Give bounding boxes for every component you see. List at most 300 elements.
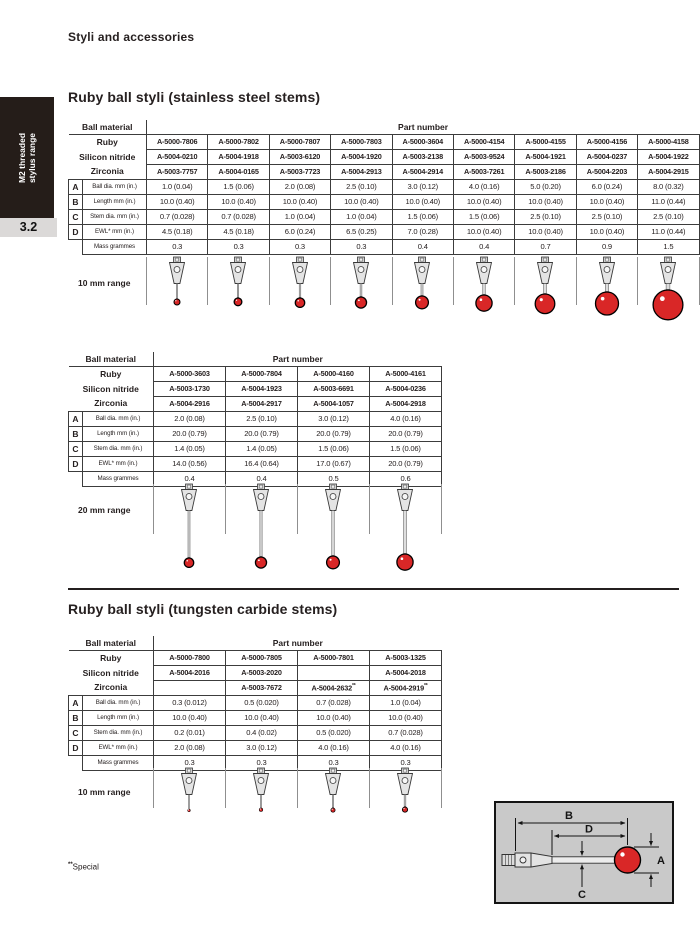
section-title-tungsten: Ruby ball styli (tungsten carbide stems) bbox=[68, 601, 338, 617]
styli-column-separator bbox=[369, 484, 370, 534]
dimension-value-cell: 4.0 (0.16) bbox=[298, 741, 370, 756]
part-number-cell: A-5000-7805 bbox=[226, 651, 298, 666]
dimension-value-cell: 0.3 bbox=[298, 756, 370, 771]
part-number-cell bbox=[298, 666, 370, 681]
dimension-value-cell: 1.5 (0.06) bbox=[208, 180, 269, 195]
stylus-illustration bbox=[244, 767, 278, 820]
col-header-part-number: Part number bbox=[147, 120, 700, 135]
dimension-value-cell: 10.0 (0.40) bbox=[392, 195, 453, 210]
stylus-drawing bbox=[388, 767, 422, 816]
part-number-cell: A-5000-4154 bbox=[453, 135, 514, 150]
dimension-letter: C bbox=[69, 442, 83, 457]
spec-table-tungsten-10mm bbox=[68, 636, 442, 771]
part-number-cell: A-5000-4158 bbox=[638, 135, 700, 150]
styli-column-separator bbox=[146, 257, 147, 305]
stylus-illustration bbox=[160, 256, 194, 313]
stylus-illustration bbox=[316, 483, 350, 577]
dim-label-b: B bbox=[565, 810, 573, 822]
dimension-diagram-drawing bbox=[496, 803, 672, 902]
dimension-label: Mass grammes bbox=[83, 240, 147, 255]
sidebar-section-number: 3.2 bbox=[0, 218, 57, 237]
material-row bbox=[69, 165, 700, 180]
dim-label-a: A bbox=[657, 855, 665, 867]
dimension-value-cell: 5.0 (0.20) bbox=[515, 180, 576, 195]
part-number-cell: A-5003-1325 bbox=[370, 651, 442, 666]
dimension-value-cell: 10.0 (0.40) bbox=[331, 195, 392, 210]
dimension-label: Length mm (in.) bbox=[83, 427, 154, 442]
dimension-value-cell: 20.0 (0.79) bbox=[298, 427, 370, 442]
material-label: Zirconia bbox=[69, 165, 147, 180]
dimension-letter: B bbox=[69, 195, 83, 210]
styli-column-separator bbox=[153, 484, 154, 534]
dimension-letter: A bbox=[69, 696, 83, 711]
range-label: 10 mm range bbox=[78, 278, 131, 288]
stylus-drawing bbox=[316, 767, 350, 816]
styli-column-separator bbox=[225, 768, 226, 808]
dimension-value-cell: 2.5 (0.10) bbox=[638, 210, 700, 225]
styli-column-separator bbox=[297, 768, 298, 808]
dimension-label: EWL* mm (in.) bbox=[83, 741, 154, 756]
material-row bbox=[69, 382, 442, 397]
dimension-value-cell: 2.0 (0.08) bbox=[154, 412, 226, 427]
material-label: Ruby bbox=[69, 651, 154, 666]
styli-column-separator bbox=[297, 484, 298, 534]
stylus-illustration bbox=[244, 483, 278, 577]
dimension-label: EWL* mm (in.) bbox=[83, 225, 147, 240]
dimension-value-cell: 2.5 (0.10) bbox=[226, 412, 298, 427]
dimension-diagram bbox=[494, 801, 674, 904]
part-number-cell: A-5000-4160 bbox=[298, 367, 370, 382]
col-header-ball-material: Ball material bbox=[69, 120, 147, 135]
ruby-ball bbox=[259, 808, 263, 812]
material-label: Ruby bbox=[69, 367, 154, 382]
dimension-value-cell: 4.0 (0.16) bbox=[453, 180, 514, 195]
part-number-cell: A-5004-2914 bbox=[392, 165, 453, 180]
part-number-cell: A-5004-0210 bbox=[147, 150, 208, 165]
diagram-ruby-ball bbox=[615, 847, 641, 873]
stylus-illustration bbox=[651, 256, 685, 328]
stylus-drawing bbox=[344, 256, 378, 312]
dimension-value-cell: 0.3 bbox=[154, 756, 226, 771]
dimension-label: Mass grammes bbox=[83, 472, 154, 487]
part-number-cell: A-5000-3603 bbox=[154, 367, 226, 382]
stylus-drawing bbox=[221, 256, 255, 309]
part-number-cell: A-5004-2916 bbox=[154, 397, 226, 412]
part-number-cell: A-5000-7807 bbox=[269, 135, 330, 150]
styli-column-separator bbox=[637, 257, 638, 305]
dimension-letter: C bbox=[69, 210, 83, 225]
dimension-value-cell: 1.0 (0.04) bbox=[147, 180, 208, 195]
material-row bbox=[69, 681, 442, 696]
dimension-value-cell: 10.0 (0.40) bbox=[269, 195, 330, 210]
stylus-drawing bbox=[651, 256, 685, 323]
dimension-value-cell: 7.0 (0.28) bbox=[392, 225, 453, 240]
ruby-ball bbox=[295, 298, 304, 307]
stylus-drawing bbox=[172, 483, 206, 571]
ruby-ball bbox=[476, 295, 492, 311]
dimension-value-cell: 8.0 (0.32) bbox=[638, 180, 700, 195]
dimension-row bbox=[69, 711, 442, 726]
dimension-row bbox=[69, 180, 700, 195]
dimension-row bbox=[69, 741, 442, 756]
part-number-cell: A-5000-7806 bbox=[147, 135, 208, 150]
footnote-text: Special bbox=[72, 862, 99, 872]
part-number-cell: A-5003-7723 bbox=[269, 165, 330, 180]
dimension-value-cell: 17.0 (0.67) bbox=[298, 457, 370, 472]
dimension-value-cell: 10.0 (0.40) bbox=[453, 195, 514, 210]
dimension-value-cell: 16.4 (0.64) bbox=[226, 457, 298, 472]
dimension-value-cell: 0.3 bbox=[226, 756, 298, 771]
sidebar-tab-line2: stylus range bbox=[27, 132, 37, 183]
stylus-drawing bbox=[405, 256, 439, 312]
styli-column-separator bbox=[225, 484, 226, 534]
part-number-cell: A-5004-1921 bbox=[515, 150, 576, 165]
dim-label-c: C bbox=[578, 889, 586, 901]
stylus-illustration bbox=[172, 767, 206, 820]
part-number-cell: A-5000-7801 bbox=[298, 651, 370, 666]
styli-column-separator bbox=[453, 257, 454, 305]
col-header-ball-material: Ball material bbox=[69, 352, 154, 367]
dimension-letter: B bbox=[69, 427, 83, 442]
stylus-illustration bbox=[405, 256, 439, 317]
dimension-value-cell: 20.0 (0.79) bbox=[370, 457, 442, 472]
dimension-value-cell: 10.0 (0.40) bbox=[515, 225, 576, 240]
material-row bbox=[69, 367, 442, 382]
dimension-value-cell: 10.0 (0.40) bbox=[576, 225, 637, 240]
sidebar-tab bbox=[0, 97, 54, 218]
dimension-value-cell: 4.0 (0.16) bbox=[370, 412, 442, 427]
table-header-row bbox=[69, 120, 700, 135]
dimension-value-cell: 0.7 (0.028) bbox=[370, 726, 442, 741]
col-header-ball-material: Ball material bbox=[69, 636, 154, 651]
dimension-letter: D bbox=[69, 457, 83, 472]
part-number-cell: A-5000-7800 bbox=[154, 651, 226, 666]
dimension-value-cell: 1.4 (0.05) bbox=[226, 442, 298, 457]
part-number-cell: A-5004-2632** bbox=[298, 681, 370, 696]
material-label: Zirconia bbox=[69, 397, 154, 412]
dimension-label: EWL* mm (in.) bbox=[83, 457, 154, 472]
dimension-letter bbox=[69, 240, 83, 255]
styli-column-separator bbox=[330, 257, 331, 305]
part-number-cell: A-5003-6691 bbox=[298, 382, 370, 397]
part-number-cell: A-5004-2913 bbox=[331, 165, 392, 180]
dimension-value-cell: 1.0 (0.04) bbox=[269, 210, 330, 225]
part-number-cell: A-5003-6120 bbox=[269, 150, 330, 165]
styli-column-separator bbox=[207, 257, 208, 305]
dimension-row bbox=[69, 457, 442, 472]
part-number-cell: A-5004-1918 bbox=[208, 150, 269, 165]
styli-column-separator bbox=[392, 257, 393, 305]
dimension-label: Stem dia. mm (in.) bbox=[83, 726, 154, 741]
dimension-value-cell: 11.0 (0.44) bbox=[638, 195, 700, 210]
stylus-illustration bbox=[388, 483, 422, 579]
stylus-illustration bbox=[316, 767, 350, 821]
dimension-value-cell: 4.0 (0.16) bbox=[370, 741, 442, 756]
stylus-drawing bbox=[467, 256, 501, 315]
dimension-value-cell: 0.4 bbox=[453, 240, 514, 255]
material-label: Silicon nitride bbox=[69, 150, 147, 165]
part-number-cell: A-5003-2020 bbox=[226, 666, 298, 681]
dimension-label: Mass grammes bbox=[83, 756, 154, 771]
dimension-value-cell: 1.5 (0.06) bbox=[392, 210, 453, 225]
dimension-value-cell: 0.4 bbox=[392, 240, 453, 255]
part-number-cell: A-5000-7804 bbox=[226, 367, 298, 382]
part-number-cell: A-5000-4161 bbox=[370, 367, 442, 382]
part-number-cell: A-5004-0237 bbox=[576, 150, 637, 165]
dimension-value-cell: 2.0 (0.08) bbox=[269, 180, 330, 195]
stylus-drawing bbox=[283, 256, 317, 311]
dimension-value-cell: 10.0 (0.40) bbox=[154, 711, 226, 726]
dimension-value-cell: 14.0 (0.56) bbox=[154, 457, 226, 472]
stylus-illustration bbox=[467, 256, 501, 320]
dimension-value-cell: 2.0 (0.08) bbox=[154, 741, 226, 756]
dimension-value-cell: 3.0 (0.12) bbox=[392, 180, 453, 195]
dimension-label: Ball dia. mm (in.) bbox=[83, 412, 154, 427]
dimension-value-cell: 3.0 (0.12) bbox=[226, 741, 298, 756]
part-number-cell: A-5004-2016 bbox=[154, 666, 226, 681]
dimension-value-cell: 2.5 (0.10) bbox=[515, 210, 576, 225]
dimension-value-cell: 10.0 (0.40) bbox=[226, 711, 298, 726]
stylus-illustration bbox=[283, 256, 317, 316]
material-label: Ruby bbox=[69, 135, 147, 150]
dimension-value-cell: 0.7 (0.028) bbox=[208, 210, 269, 225]
stylus-drawing bbox=[528, 256, 562, 317]
table-header-row bbox=[69, 636, 442, 651]
dimension-letter: A bbox=[69, 412, 83, 427]
range-label: 10 mm range bbox=[78, 787, 131, 797]
dimension-value-cell: 10.0 (0.40) bbox=[576, 195, 637, 210]
part-number-cell: A-5003-9524 bbox=[453, 150, 514, 165]
styli-column-separator bbox=[441, 768, 442, 808]
dimension-label: Ball dia. mm (in.) bbox=[83, 696, 154, 711]
dim-label-d: D bbox=[585, 823, 593, 836]
dimension-value-cell: 0.6 bbox=[370, 472, 442, 487]
dimension-value-cell: 0.5 (0.020) bbox=[298, 726, 370, 741]
section-divider bbox=[68, 588, 679, 590]
dimension-row bbox=[69, 225, 700, 240]
dimension-value-cell: 10.0 (0.40) bbox=[147, 195, 208, 210]
part-number-cell: A-5004-2203 bbox=[576, 165, 637, 180]
dimension-label: Stem dia. mm (in.) bbox=[83, 210, 147, 225]
dim-b bbox=[516, 818, 628, 851]
styli-column-separator bbox=[514, 257, 515, 305]
dimension-value-cell: 20.0 (0.79) bbox=[154, 427, 226, 442]
table-header-row bbox=[69, 352, 442, 367]
material-row bbox=[69, 666, 442, 681]
col-header-part-number: Part number bbox=[154, 352, 442, 367]
part-number-cell: A-5004-1922 bbox=[638, 150, 700, 165]
dimension-value-cell: 0.4 bbox=[154, 472, 226, 487]
material-row bbox=[69, 135, 700, 150]
ruby-ball bbox=[355, 297, 366, 308]
part-number-cell: A-5000-7802 bbox=[208, 135, 269, 150]
dimension-value-cell: 0.3 (0.012) bbox=[154, 696, 226, 711]
dimension-row bbox=[69, 210, 700, 225]
footnote bbox=[68, 862, 99, 872]
part-number-cell bbox=[154, 681, 226, 696]
dimension-value-cell: 0.7 (0.028) bbox=[298, 696, 370, 711]
styli-column-separator bbox=[269, 257, 270, 305]
dimension-row bbox=[69, 442, 442, 457]
dimension-value-cell: 0.3 bbox=[331, 240, 392, 255]
footnote-marker: ** bbox=[68, 862, 73, 868]
ruby-ball bbox=[535, 294, 555, 314]
dimension-label: Ball dia. mm (in.) bbox=[83, 180, 147, 195]
styli-column-separator bbox=[441, 484, 442, 534]
part-number-cell: A-5003-1730 bbox=[154, 382, 226, 397]
part-number-cell: A-5003-7757 bbox=[147, 165, 208, 180]
dimension-value-cell: 1.0 (0.04) bbox=[331, 210, 392, 225]
ruby-ball bbox=[397, 554, 413, 570]
part-number-cell: A-5004-2919** bbox=[370, 681, 442, 696]
range-label: 20 mm range bbox=[78, 505, 131, 515]
material-label: Silicon nitride bbox=[69, 666, 154, 681]
sidebar-tab-label bbox=[17, 103, 37, 213]
spec-table-stainless-20mm bbox=[68, 352, 442, 487]
part-number-cell: A-5003-2138 bbox=[392, 150, 453, 165]
stylus-drawing bbox=[388, 483, 422, 574]
dimension-value-cell: 0.3 bbox=[208, 240, 269, 255]
part-number-cell: A-5003-7261 bbox=[453, 165, 514, 180]
stylus-drawing bbox=[160, 256, 194, 308]
stylus-illustration bbox=[172, 483, 206, 576]
ruby-ball bbox=[174, 299, 180, 305]
dimension-letter bbox=[69, 472, 83, 487]
styli-column-separator bbox=[153, 768, 154, 808]
dimension-value-cell: 2.5 (0.10) bbox=[576, 210, 637, 225]
dimension-label: Length mm (in.) bbox=[83, 195, 147, 210]
dimension-letter: D bbox=[69, 741, 83, 756]
dimension-value-cell: 4.5 (0.18) bbox=[208, 225, 269, 240]
dimension-value-cell: 1.0 (0.04) bbox=[370, 696, 442, 711]
dimension-row bbox=[69, 240, 700, 255]
ruby-ball bbox=[653, 290, 683, 320]
part-number-cell: A-5004-1057 bbox=[298, 397, 370, 412]
stylus-illustration bbox=[221, 256, 255, 314]
styli-column-separator bbox=[369, 768, 370, 808]
ruby-ball bbox=[234, 298, 242, 306]
dimension-label: Stem dia. mm (in.) bbox=[83, 442, 154, 457]
ruby-ball bbox=[327, 556, 340, 569]
dimension-value-cell: 3.0 (0.12) bbox=[298, 412, 370, 427]
stylus-illustration bbox=[528, 256, 562, 322]
part-number-cell: A-5000-7803 bbox=[331, 135, 392, 150]
dimension-value-cell: 1.5 (0.06) bbox=[453, 210, 514, 225]
stylus-drawing bbox=[244, 767, 278, 815]
ruby-ball bbox=[402, 807, 407, 812]
dimension-row bbox=[69, 696, 442, 711]
part-number-cell: A-5004-2018 bbox=[370, 666, 442, 681]
part-number-cell: A-5004-1923 bbox=[226, 382, 298, 397]
dimension-letter: C bbox=[69, 726, 83, 741]
diagram-stylus bbox=[502, 847, 641, 873]
ruby-ball bbox=[255, 557, 266, 568]
part-number-cell: A-5000-3604 bbox=[392, 135, 453, 150]
material-label: Silicon nitride bbox=[69, 382, 154, 397]
dimension-label: Length mm (in.) bbox=[83, 711, 154, 726]
dimension-value-cell: 6.0 (0.24) bbox=[576, 180, 637, 195]
dimension-value-cell: 10.0 (0.40) bbox=[208, 195, 269, 210]
dimension-value-cell: 10.0 (0.40) bbox=[370, 711, 442, 726]
part-number-cell: A-5004-0236 bbox=[370, 382, 442, 397]
dimension-row bbox=[69, 195, 700, 210]
stylus-drawing bbox=[590, 256, 624, 318]
stylus-drawing bbox=[244, 483, 278, 572]
dimension-letter: B bbox=[69, 711, 83, 726]
dimension-value-cell: 0.4 (0.02) bbox=[226, 726, 298, 741]
dimension-value-cell: 10.0 (0.40) bbox=[453, 225, 514, 240]
dimension-value-cell: 0.5 bbox=[298, 472, 370, 487]
dimension-value-cell: 1.5 (0.06) bbox=[298, 442, 370, 457]
styli-column-separator bbox=[699, 257, 700, 305]
ruby-ball bbox=[331, 808, 335, 812]
dimension-letter: A bbox=[69, 180, 83, 195]
part-number-cell: A-5004-2917 bbox=[226, 397, 298, 412]
dimension-value-cell: 1.5 bbox=[638, 240, 700, 255]
dimension-value-cell: 4.5 (0.18) bbox=[147, 225, 208, 240]
stylus-drawing bbox=[316, 483, 350, 572]
material-row bbox=[69, 150, 700, 165]
ruby-ball bbox=[595, 292, 618, 315]
dimension-value-cell: 2.5 (0.10) bbox=[331, 180, 392, 195]
spec-table-stainless-10mm bbox=[68, 120, 700, 255]
dimension-row bbox=[69, 427, 442, 442]
part-number-cell: A-5004-1920 bbox=[331, 150, 392, 165]
part-number-cell: A-5003-7672 bbox=[226, 681, 298, 696]
dimension-value-cell: 0.2 (0.01) bbox=[154, 726, 226, 741]
part-number-cell: A-5004-2918 bbox=[370, 397, 442, 412]
dimension-value-cell: 11.0 (0.44) bbox=[638, 225, 700, 240]
sidebar-tab-line1: M2 threaded bbox=[17, 132, 27, 183]
material-row bbox=[69, 651, 442, 666]
dimension-value-cell: 1.4 (0.05) bbox=[154, 442, 226, 457]
part-number-cell: A-5003-2186 bbox=[515, 165, 576, 180]
stylus-illustration bbox=[590, 256, 624, 323]
part-number-cell: A-5004-2915 bbox=[638, 165, 700, 180]
dimension-letter: D bbox=[69, 225, 83, 240]
dimension-value-cell: 0.9 bbox=[576, 240, 637, 255]
dimension-value-cell: 0.3 bbox=[370, 756, 442, 771]
section-title-stainless: Ruby ball styli (stainless steel stems) bbox=[68, 89, 321, 105]
dimension-letter bbox=[69, 756, 83, 771]
dimension-row bbox=[69, 726, 442, 741]
stylus-illustration bbox=[344, 256, 378, 317]
dimension-value-cell: 0.4 bbox=[226, 472, 298, 487]
stylus-drawing bbox=[172, 767, 206, 815]
material-label: Zirconia bbox=[69, 681, 154, 696]
styli-column-separator bbox=[576, 257, 577, 305]
col-header-part-number: Part number bbox=[154, 636, 442, 651]
ruby-ball bbox=[184, 558, 193, 567]
dimension-value-cell: 0.5 (0.020) bbox=[226, 696, 298, 711]
part-number-cell: A-5004-0165 bbox=[208, 165, 269, 180]
stylus-illustration bbox=[388, 767, 422, 821]
dimension-value-cell: 1.5 (0.06) bbox=[370, 442, 442, 457]
dimension-value-cell: 0.3 bbox=[147, 240, 208, 255]
dimension-value-cell: 6.0 (0.24) bbox=[269, 225, 330, 240]
ruby-ball bbox=[416, 296, 429, 309]
dimension-value-cell: 10.0 (0.40) bbox=[515, 195, 576, 210]
dimension-value-cell: 0.7 bbox=[515, 240, 576, 255]
part-number-cell: A-5000-4155 bbox=[515, 135, 576, 150]
dimension-row bbox=[69, 412, 442, 427]
part-number-cell: A-5000-4156 bbox=[576, 135, 637, 150]
page-header: Styli and accessories bbox=[68, 30, 195, 44]
dimension-value-cell: 6.5 (0.25) bbox=[331, 225, 392, 240]
dimension-value-cell: 20.0 (0.79) bbox=[370, 427, 442, 442]
dimension-value-cell: 0.3 bbox=[269, 240, 330, 255]
dimension-value-cell: 20.0 (0.79) bbox=[226, 427, 298, 442]
